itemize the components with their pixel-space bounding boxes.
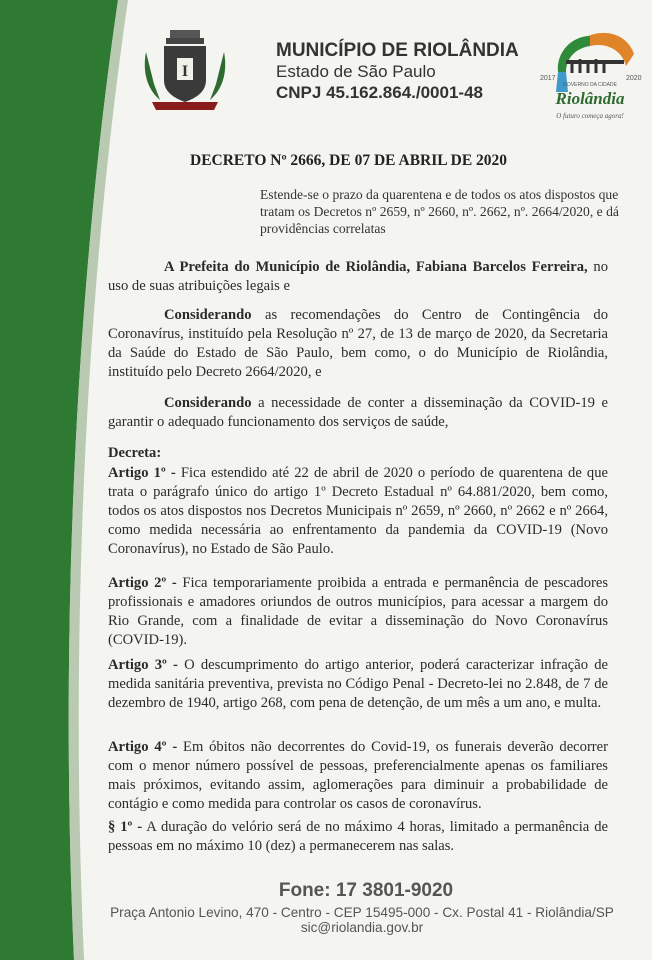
article-2: Artigo 2º - Fica temporariamente proibida a entrada e permanência de pescadores profissionais e amadores oriundos de outros municípios, para acessar a margem do Rio Grande, com a finalidade de evitar a disseminação do Novo Coronavírus (COVID-19). [108, 575, 609, 648]
logo-slogan: O futuro começa agora! [556, 112, 624, 120]
municipality-name: MUNICÍPIO DE RIOLÂNDIA [276, 40, 519, 61]
letterhead [276, 40, 519, 104]
logo-banner: GOVERNO DA CIDADE [563, 82, 617, 88]
coat-of-arms-icon [140, 28, 230, 118]
cnpj-number: CNPJ 45.162.864./0001-48 [276, 83, 483, 102]
logo-year-left: 2017 [540, 75, 556, 82]
decree-intro: A Prefeita do Município de Riolândia, Fabiana Barcelos Ferreira, no uso de suas atribuições legais e [108, 259, 608, 294]
article-3: Artigo 3º - O descumprimento do artigo anterior, poderá caracterizar infração de medida sanitária preventiva, prevista no Código Penal - Decreto-lei no 2.848, de 7 de dezembro de 1940, artigo 268, com pena de detenção, de um mês a um ano, e multa. [108, 657, 609, 711]
footer-address: Praça Antonio Levino, 470 - Centro - CEP 15495-000 - Cx. Postal 41 - Riolândia/SP [110, 905, 614, 920]
footer-email: sic@riolandia.gov.br [300, 920, 424, 935]
state-name: Estado de São Paulo [276, 62, 436, 81]
decree-title: DECRETO Nº 2666, DE 07 DE ABRIL DE 2020 [190, 152, 508, 169]
city-government-logo [528, 26, 652, 130]
footer-phone: Fone: 17 3801-9020 [278, 880, 454, 901]
logo-year-right: 2020 [626, 75, 642, 82]
svg-text:I: I [181, 63, 189, 80]
paragraph-1: § 1º - A duração do velório será de no máximo 4 horas, limitado a permanência de pessoas em no máximo 10 (dez) a permanecerem nas salas. [108, 819, 608, 854]
article-4: Artigo 4º - Em óbitos não decorrentes do Covid-19, os funerais deverão decorrer com o menor número possível de pessoas, preferencialmente apenas os familiares mais próximos, evitando assim, aglomerações para diminuir a probabilidade de contágio e como medida para controlar os casos de coronavírus. [108, 739, 608, 812]
decree-summary: Estende-se o prazo da quarentena e de todos os atos dispostos que tratam os Decretos nº 2659, nº 2660, nº. 2662, nº. 2664/2020, e dá providências correlatas [260, 187, 619, 236]
considerando-1: Considerando as recomendações do Centro de Contingência do Coronavírus, instituído pela Resolução nº 27, de 13 de março de 2020, da Secretaria da Saúde do Estado de São Paulo, bem como, o do Município de Riolândia, instituído pelo Decreto 2664/2020, e [108, 307, 608, 380]
considerando-2: Considerando a necessidade de conter a disseminação da COVID-19 e garantir o adequado funcionamento dos serviços de saúde, [108, 395, 608, 430]
decreta-heading: Decreta: [108, 445, 162, 461]
logo-city-name: Riolândia [555, 89, 625, 108]
article-1: Artigo 1º - Fica estendido até 22 de abril de 2020 o período de quarentena de que trata o parágrafo único do artigo 1º Decreto Estadual nº 64.881/2020, bem como, todos os atos dispostos nos Decretos Municipais nº 2659, nº 2660, nº 2662 e nº 2664, como medida necessária ao enfrentamento da pandemia da COVID-19 (Novo Coronavírus), no Estado de São Paulo. [108, 465, 608, 557]
mayor-name: A Prefeita do Município de Riolândia, Fabiana Barcelos Ferreira, [164, 259, 588, 275]
